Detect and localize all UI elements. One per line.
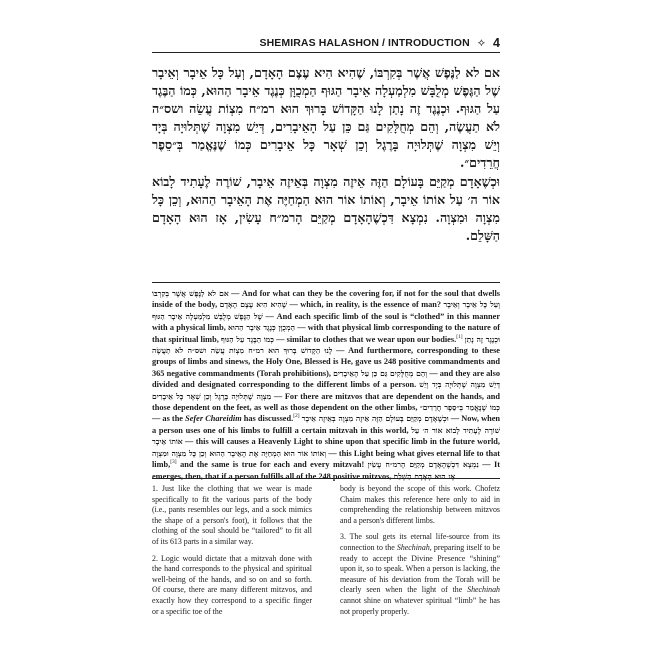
footnote-term: Shechinah	[467, 585, 500, 595]
translation: — as the	[152, 414, 186, 424]
book-title: Sefer Chareidim	[185, 414, 242, 424]
footnote-3	[340, 532, 500, 617]
commentary-text	[152, 288, 500, 482]
translation: — with that physical limb corresponding to the nature of that spiritual limb,	[152, 323, 500, 344]
translation: — similar to clothes that we wear upon our bodies.	[274, 334, 457, 344]
hebrew-phrase: כְּמוֹ הַבֶּגֶד עַל הַגּוּף	[220, 334, 275, 344]
footnote-divider	[152, 478, 500, 479]
footnote-2: 2. Logic would dictate that a mitzvah done with the hand corresponds to the physical and spiritual well-being of the hands, and so on and so forth. Of course, there are many different mitzvos, and exactly how they correspond to a specific finger or a specific toe of the	[152, 553, 312, 616]
hebrew-main-text	[152, 64, 500, 245]
commentary-paragraph	[152, 288, 500, 482]
footnote-text: , preparing itself to be ready to accept the Divine Presence “shining” upon it, so to speak. When a person is lacking, the measure of his deviation from the Torah will be clearly seen when the light of the	[340, 542, 500, 595]
footnote-column-left	[152, 484, 312, 623]
translation: — which, in reality, is the essence of man?	[287, 300, 444, 310]
hebrew-phrase: וְעַל כָּל אֵיבָר וְאֵיבָר שֶׁל הַגֶּפֶשׁ מְלֻבָּשׁ מִלְמַעְלָה אֵיבָר הַגּוּף	[152, 300, 500, 321]
footnotes	[152, 484, 500, 623]
hebrew-phrase: כְּמוֹ שֶׁנֶּאֱמַר בְּ״סֵפֶר חֲרֵדִים״	[419, 403, 500, 413]
footnote-text: 3. The soul gets its eternal life-source from its connection to the	[340, 532, 500, 552]
footnote-ref[interactable]: [3]	[170, 459, 177, 466]
hebrew-phrase: אָז הוּא הָאָדָם הַשָּׁלֵם	[393, 471, 456, 481]
hebrew-phrase: דְּיֵשׁ מִצְוָה שֶׁתְּלוּיָה בְּיָד וְיֵשׁ מִצְוָה שֶׁתְּלוּיָה בָּרֶגֶל וְכֵן שְׁאָר כָּל אֵיבָרִים	[152, 380, 500, 401]
footnote-2-continued: body is beyond the scope of this work. Chofetz Chaim makes this reference here only to aid in comprehending the relationship between mitzvos and a person's different limbs.	[340, 484, 500, 525]
divider	[152, 282, 500, 283]
running-head: SHEMIRAS HALASHON / INTRODUCTION	[259, 37, 470, 49]
hebrew-phrase: נִמְצָא דִּכְשֶׁהָאָדָם מְקַיֵּם הָרמ״ח עָשִׂין	[367, 460, 479, 470]
translation: — this Light being what gives eternal life to that limb,	[152, 448, 500, 470]
translation: — It emerges, then, that if a person fulfills all of the 248 positive mitzvos,	[152, 460, 500, 481]
translation: — And for what can they be the covering for, if not for the soul that dwells inside of the body,	[152, 289, 500, 310]
translation: and the same is true for each and every mitzvah!	[176, 460, 368, 470]
hebrew-phrase: וּכְשֶׁאָדָם מְקַיֵּם בָּעוֹלָם הַזֶּה אֵיזֶה מִצְוָה בְּאֵיזֶה אֵיבָר	[301, 414, 449, 424]
hebrew-phrase: וְהֵם מְחֻלָּקִים גַּם כֵּן עַל הָאֵיבָרִים	[333, 368, 428, 378]
hebrew-phrase: וּכְנֶגֶד זֶה נָתַן לָנוּ הַקָּדוֹשׁ בָּרוּךְ הוּא רמ״ח מִצְוֹת עֲשֵׂה ושס״ה לֹא תַעֲשֶׂה	[152, 334, 501, 356]
footnote-term: Shechinah	[396, 542, 430, 552]
translation: — And each specific limb of the soul is “clothed” in this manner with a physical limb,	[152, 311, 501, 333]
hebrew-phrase: שֶׁהִיא הִיא עֶצֶם הָאָדָם	[219, 300, 288, 310]
ornament-icon: ⟡	[477, 36, 486, 49]
footnote-ref[interactable]: [2]	[293, 413, 300, 420]
hebrew-phrase: וְאוֹתוֹ אוֹר הוּא הַמְחַיֶּה אֶת הָאֵיבָר הַהוּא וְכֵן כָּל מִצְוָה וּמִצְוָה	[152, 448, 327, 458]
translation: — Now, when a person uses one of his limbs to fulfill a certain mitzvah in this world,	[152, 414, 501, 435]
translation: — and they are also divided and designated corresponding to the different limbs of a person.	[152, 368, 500, 390]
hebrew-paragraph: וּכְשֶׁאָדָם מְקַיֵּם בָּעוֹלָם הַזֶּה אֵיזֶה מִצְוָה בְּאֵיזֶה אֵיבָר, שׁוֹרֶה לֶעָתִיד לָבוֹא אוֹר ה׳ עַל אוֹתוֹ אֵיבָר, וְאוֹתוֹ אוֹר הוּא הַמְחַיֶּה אֶת הָאֵיבָר הַהוּא, וְכֵן כָּל מִצְוָה וּמִצְוָה. נִמְצָא דִּכְשֶׁהָאָדָם מְקַיֵּם הָרמ״ח עָשִׂין, אָז הוּא הָאָדָם הַשָּׁלֵם.	[152, 174, 500, 243]
page-header	[152, 34, 500, 53]
hebrew-phrase: אם לא לַנֶּפֶשׁ אֲשֶׁר בְּקִרְבּוֹ	[152, 289, 229, 298]
translation: — For there are mitzvos that are dependent on the hands, and those dependent on the feet, as well as those dependent on the other limbs,	[152, 391, 500, 413]
hebrew-phrase: שׁוֹרֶה לֶעָתִיד לָבוֹא אוֹר ה׳ עַל אוֹתוֹ אֵיבָר	[152, 425, 500, 447]
translation: — this will causes a Heavenly Light to shine upon that specific limb in the future world,	[182, 437, 500, 447]
hebrew-phrase: הַמְכֻוָּן כְּנֶגֶד אֵיבָר הַהוּא	[228, 323, 296, 333]
footnote-column-right	[340, 484, 500, 623]
hebrew-paragraph: אם לא לַנֶּפֶשׁ אֲשֶׁר בְּקִרְבּוֹ, שֶׁהִיא הִיא עֶצֶם הָאָדָם, וְעַל כָּל אֵיבָר וְאֵיבָר שֶׁל הַגֶּפֶשׁ מְלֻבָּשׁ מִלְמַעְלָה אֵיבָר הַגּוּף הַמְכֻוָּן כְּנֶגֶד אֵיבָר הַהוּא, כְּמוֹ הַבֶּגֶד עַל הַגּוּף. וּכְנֶגֶד זֶה נָתַן לָנוּ הַקָּדוֹשׁ בָּרוּךְ הוּא רמ״ח מִצְוֹת עֲשֵׂה ושס״ה לֹא תַעֲשֶׂה, וְהֵם מְחֻלָּקִים גַּם כֵּן עַל הָאֵיבָרִים, דְּיֵשׁ מִצְוָה שֶׁתְּלוּיָה בְּיָד וְיֵשׁ מִצְוָה שֶׁתְּלוּיָה בָּרֶגֶל וְכֵן שְׁאָר כָּל אֵיבָרִים כְּמוֹ שֶׁנֶּאֱמַר בְּ״סֵפֶר חֲרֵדִים״.	[152, 65, 500, 170]
page-number: 4	[493, 36, 500, 50]
footnote-1: 1. Just like the clothing that we wear is made specifically to fit the various parts of the body (i.e., pants resembles our legs, and a sock mimics the shape of a person's foot), it follows that the clothing of the soul should be “tailored” to fit all of its 613 parts in a similar way.	[152, 484, 312, 546]
footnote-ref[interactable]: [1]	[456, 333, 463, 340]
translation: has discussed.	[241, 414, 294, 424]
translation: — And furthermore, corresponding to these groups of limbs and sinews, the Holy One, Blessed is He, gave us 248 positive commandments and 365 negative commandments (Torah prohibitions),	[152, 346, 500, 378]
footnote-text: cannot shine on whatever spiritual “limb” he has not properly properly.	[340, 595, 500, 616]
